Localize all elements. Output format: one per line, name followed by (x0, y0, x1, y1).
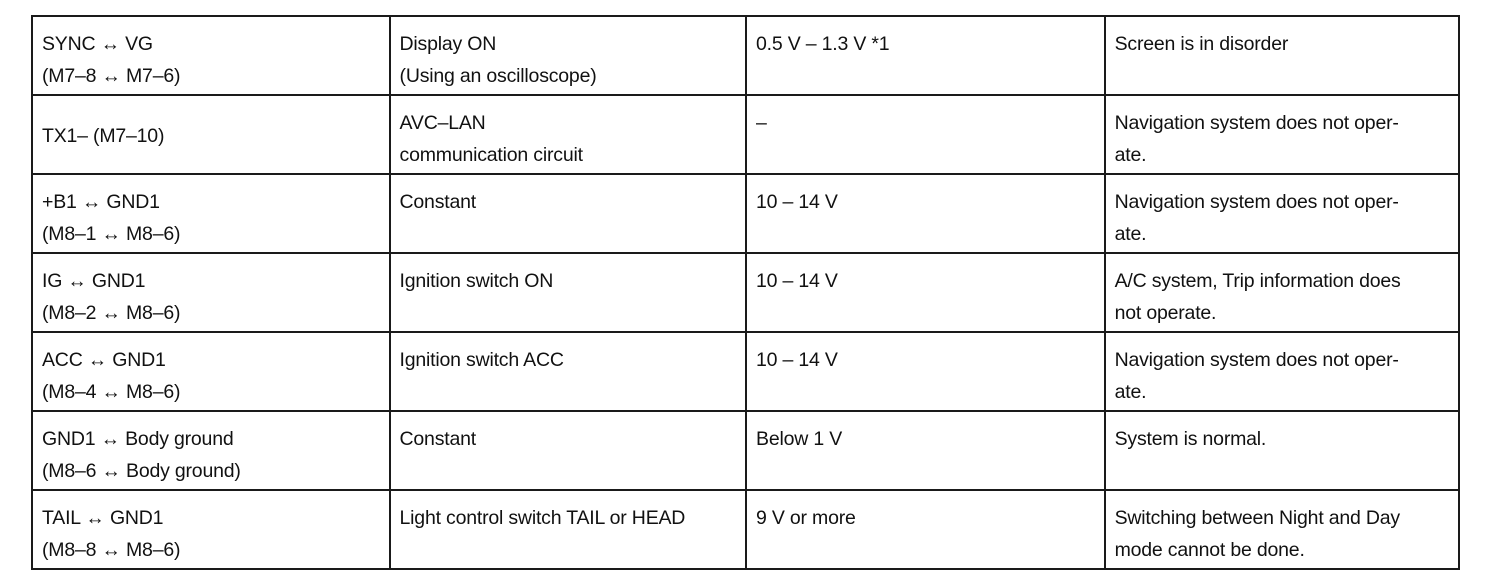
condition-cell (390, 174, 746, 253)
specified-text: 9 V or more (756, 507, 856, 529)
terminal-text: IG ↔ GND1 (42, 270, 146, 292)
specified-text: 10 – 14 V (756, 270, 838, 292)
symptom-text: mode cannot be done. (1114, 539, 1305, 561)
symptom-text: ate. (1114, 381, 1147, 403)
terminal-pins: (M8–8 ↔ M8–6) (42, 539, 181, 561)
condition-cell (390, 332, 746, 411)
symptom-text: Navigation system does not oper- (1114, 191, 1399, 213)
condition-text: communication circuit (399, 144, 583, 166)
terminal-text: +B1 ↔ GND1 (42, 191, 160, 213)
symptom-text: not operate. (1114, 302, 1217, 324)
condition-cell (390, 411, 746, 490)
specified-cell (746, 16, 1105, 95)
specified-text: Below 1 V (756, 428, 843, 450)
condition-cell (390, 16, 746, 95)
terminal-cell (32, 16, 390, 95)
specified-text: – (756, 112, 767, 134)
condition-text: Constant (399, 428, 476, 450)
terminal-pins: (M8–6 ↔ Body ground) (42, 460, 241, 482)
condition-text: Display ON (399, 33, 497, 55)
symptom-cell (1105, 95, 1459, 174)
terminal-cell (32, 490, 390, 569)
symptom-cell (1105, 411, 1459, 490)
condition-text: Constant (399, 191, 476, 213)
specified-text: 10 – 14 V (756, 191, 838, 213)
condition-cell (390, 95, 746, 174)
terminal-text: ACC ↔ GND1 (42, 349, 166, 371)
terminal-text: GND1 ↔ Body ground (42, 428, 234, 450)
terminal-pins: (M8–2 ↔ M8–6) (42, 302, 181, 324)
terminal-cell (32, 411, 390, 490)
terminal-pins: (M7–8 ↔ M7–6) (42, 65, 181, 87)
specified-cell (746, 490, 1105, 569)
symptom-cell (1105, 332, 1459, 411)
table-row (32, 253, 1459, 332)
symptom-text: System is normal. (1114, 428, 1267, 450)
terminal-text: TAIL ↔ GND1 (42, 507, 164, 529)
specified-cell (746, 411, 1105, 490)
specified-text: 10 – 14 V (756, 349, 838, 371)
condition-text: Ignition switch ON (399, 270, 554, 292)
symptom-text: Navigation system does not oper- (1114, 112, 1399, 134)
table-row (32, 174, 1459, 253)
specified-cell (746, 253, 1105, 332)
condition-cell (390, 253, 746, 332)
specified-cell (746, 174, 1105, 253)
symptom-text: Navigation system does not oper- (1114, 349, 1399, 371)
symptom-cell (1105, 174, 1459, 253)
symptom-text: ate. (1114, 223, 1147, 245)
table-row (32, 95, 1459, 174)
symptom-cell (1105, 253, 1459, 332)
symptom-text: Switching between Night and Day (1114, 507, 1400, 529)
table-row (32, 490, 1459, 569)
condition-text: AVC–LAN (399, 112, 486, 134)
symptom-text: Screen is in disorder (1114, 33, 1289, 55)
specified-text: 0.5 V – 1.3 V *1 (756, 33, 890, 55)
symptom-cell (1105, 16, 1459, 95)
specified-cell (746, 332, 1105, 411)
symptom-text: ate. (1114, 144, 1147, 166)
condition-text: Ignition switch ACC (399, 349, 564, 371)
terminal-inspection-table (31, 15, 1460, 570)
terminal-cell (32, 174, 390, 253)
terminal-cell (32, 95, 390, 174)
symptom-text: A/C system, Trip information does (1114, 270, 1401, 292)
terminal-text: TX1– (M7–10) (42, 124, 165, 147)
terminal-text: SYNC ↔ VG (42, 33, 153, 55)
terminal-cell (32, 332, 390, 411)
condition-text: Light control switch TAIL or HEAD (399, 507, 686, 529)
table-row (32, 411, 1459, 490)
specified-cell (746, 95, 1105, 174)
symptom-cell (1105, 490, 1459, 569)
condition-cell (390, 490, 746, 569)
table-row (32, 332, 1459, 411)
terminal-pins: (M8–1 ↔ M8–6) (42, 223, 181, 245)
terminal-pins: (M8–4 ↔ M8–6) (42, 381, 181, 403)
table-row (32, 16, 1459, 95)
terminal-cell (32, 253, 390, 332)
condition-text: (Using an oscilloscope) (399, 65, 597, 87)
